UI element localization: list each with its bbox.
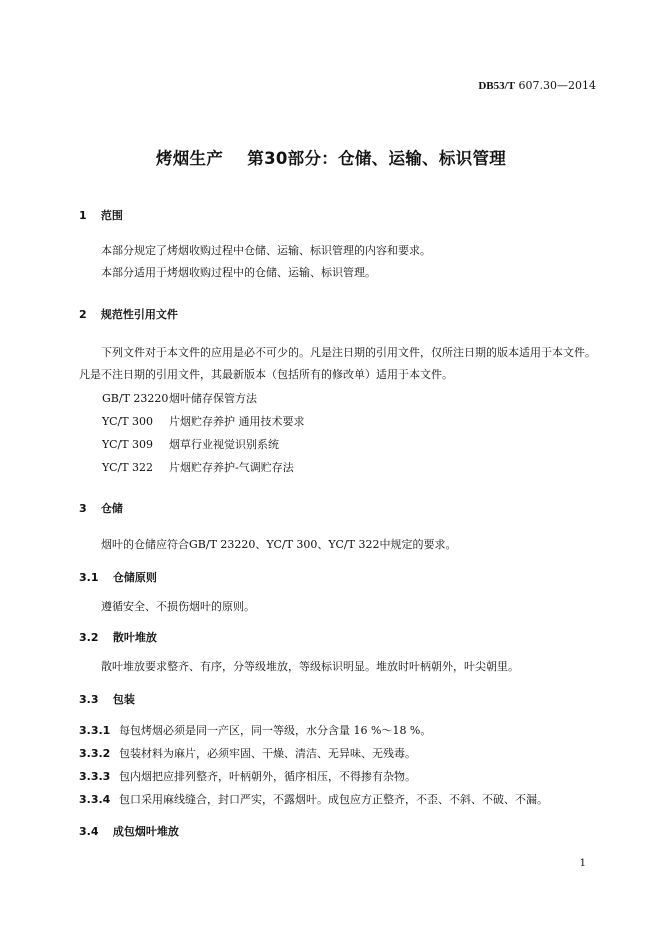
- reference-item: YC/T 300 片烟贮存养护 通用技术要求: [102, 415, 305, 428]
- section-3-2-heading: 3.2 散叶堆放: [79, 631, 157, 644]
- section-3-4-heading: 3.4 成包烟叶堆放: [79, 825, 179, 838]
- reference-item: GB/T 23220 烟叶储存保管方法: [102, 392, 257, 405]
- section-1-para-2: 本部分适用于烤烟收购过程中的仓储、运输、标识管理。: [101, 266, 376, 279]
- reference-item: YC/T 309 烟草行业视觉识别系统: [102, 438, 279, 451]
- reference-item: YC/T 322 片烟贮存养护-气调贮存法: [102, 461, 294, 474]
- list-item: 3.3.4 包口采用麻线缝合，封口严实，不露烟叶。成包应方正整齐，不歪、不斜、不破、不漏。: [79, 793, 548, 806]
- standard-code: DB53/T: [478, 80, 516, 92]
- section-2-heading: 2 规范性引用文件: [79, 308, 178, 321]
- section-1-para-1: 本部分规定了烤烟收购过程中仓储、运输、标识管理的内容和要求。: [101, 244, 431, 257]
- page-number: 1: [579, 858, 586, 869]
- page-title: 烤烟生产 第30部分：仓储、运输、标识管理: [155, 149, 507, 168]
- section-2-para-1: 下列文件对于本文件的应用是必不可少的。凡是注日期的引用文件，仅所注日期的版本适用于本文件。凡是不注日期的引用文件，其最新版本（包括所有的修改单）适用于本文件。: [79, 346, 596, 381]
- list-item: 3.3.2 包装材料为麻片，必须牢固、干燥、清洁、无异味、无残毒。: [79, 747, 416, 760]
- section-3-heading: 3 仓储: [79, 502, 123, 515]
- list-item: 3.3.1 每包烤烟必须是同一产区，同一等级，水分含量 16 %～18 %。: [79, 724, 432, 737]
- standard-number: 607.30—2014: [518, 79, 596, 92]
- section-3-para-1: 烟叶的仓储应符合GB/T 23220、YC/T 300、YC/T 322中规定的要求。: [101, 538, 457, 551]
- section-3-3-heading: 3.3 包装: [79, 693, 135, 706]
- section-3-2-text: 散叶堆放要求整齐、有序，分等级堆放，等级标识明显。堆放时叶柄朝外，叶尖朝里。: [101, 660, 519, 673]
- section-3-1-text: 遵循安全、不损伤烟叶的原则。: [101, 600, 255, 613]
- section-1-heading: 1 范围: [79, 209, 123, 222]
- list-item: 3.3.3 包内烟把应排列整齐，叶柄朝外，循序相压，不得掺有杂物。: [79, 770, 416, 783]
- document-header: [478, 79, 596, 92]
- section-3-1-heading: 3.1 仓储原则: [79, 571, 157, 584]
